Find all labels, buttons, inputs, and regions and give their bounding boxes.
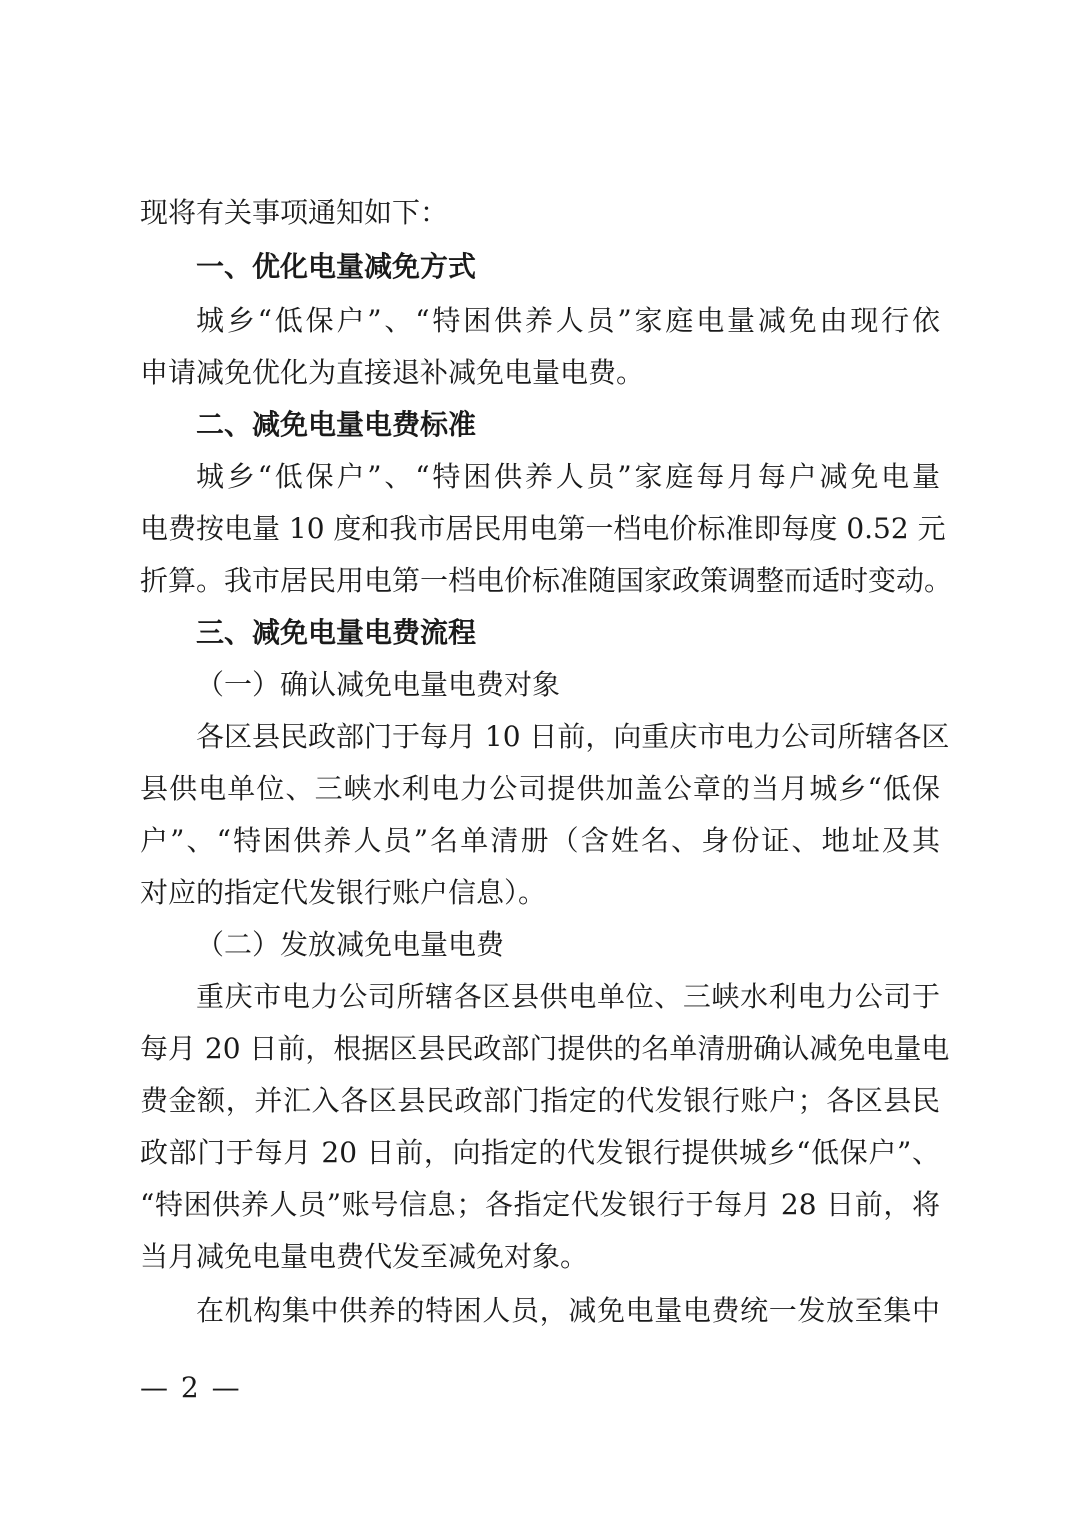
paragraph-line: 重庆市电力公司所辖各区县供电单位、三峡水利电力公司于 (196, 980, 940, 1013)
paragraph-line: 申请减免优化为直接退补减免电量电费。 (140, 356, 645, 389)
page-number: — 2 — (140, 1371, 242, 1404)
paragraph-line: 城乡“低保户”、“特困供养人员”家庭电量减免由现行依 (196, 304, 940, 337)
paragraph-line: 政部门于每月 20 日前，向指定的代发银行提供城乡“低保户”、 (140, 1136, 940, 1169)
subsection-heading-2: （二）发放减免电量电费 (196, 928, 505, 961)
paragraph-line: 每月 20 日前，根据区县民政部门提供的名单清册确认减免电量电 (140, 1032, 950, 1065)
paragraph-line: 户”、“特困供养人员”名单清册（含姓名、身份证、地址及其 (140, 824, 940, 857)
paragraph-line: 城乡“低保户”、“特困供养人员”家庭每月每户减免电量 (196, 460, 940, 493)
paragraph-line: 县供电单位、三峡水利电力公司提供加盖公章的当月城乡“低保 (140, 772, 940, 805)
subsection-heading-1: （一）确认减免电量电费对象 (196, 668, 561, 701)
paragraph-line: 费金额，并汇入各区县民政部门指定的代发银行账户；各区县民 (140, 1084, 940, 1117)
paragraph-line: 对应的指定代发银行账户信息）。 (140, 876, 547, 909)
section-heading-2: 二、减免电量电费标准 (196, 408, 477, 441)
paragraph-line: 当月减免电量电费代发至减免对象。 (140, 1240, 589, 1273)
section-heading-3: 三、减免电量电费流程 (196, 616, 477, 649)
section-heading-1: 一、优化电量减免方式 (196, 250, 477, 283)
paragraph-line: 电费按电量 10 度和我市居民用电第一档电价标准即每度 0.52 元 (140, 512, 946, 545)
paragraph-line: 在机构集中供养的特困人员，减免电量电费统一发放至集中 (196, 1294, 940, 1327)
paragraph-line: 折算。我市居民用电第一档电价标准随国家政策调整而适时变动。 (140, 564, 953, 597)
intro-line: 现将有关事项通知如下： (140, 196, 449, 229)
paragraph-line: “特困供养人员”账号信息；各指定代发银行于每月 28 日前，将 (140, 1188, 940, 1221)
paragraph-line: 各区县民政部门于每月 10 日前，向重庆市电力公司所辖各区 (196, 720, 950, 753)
